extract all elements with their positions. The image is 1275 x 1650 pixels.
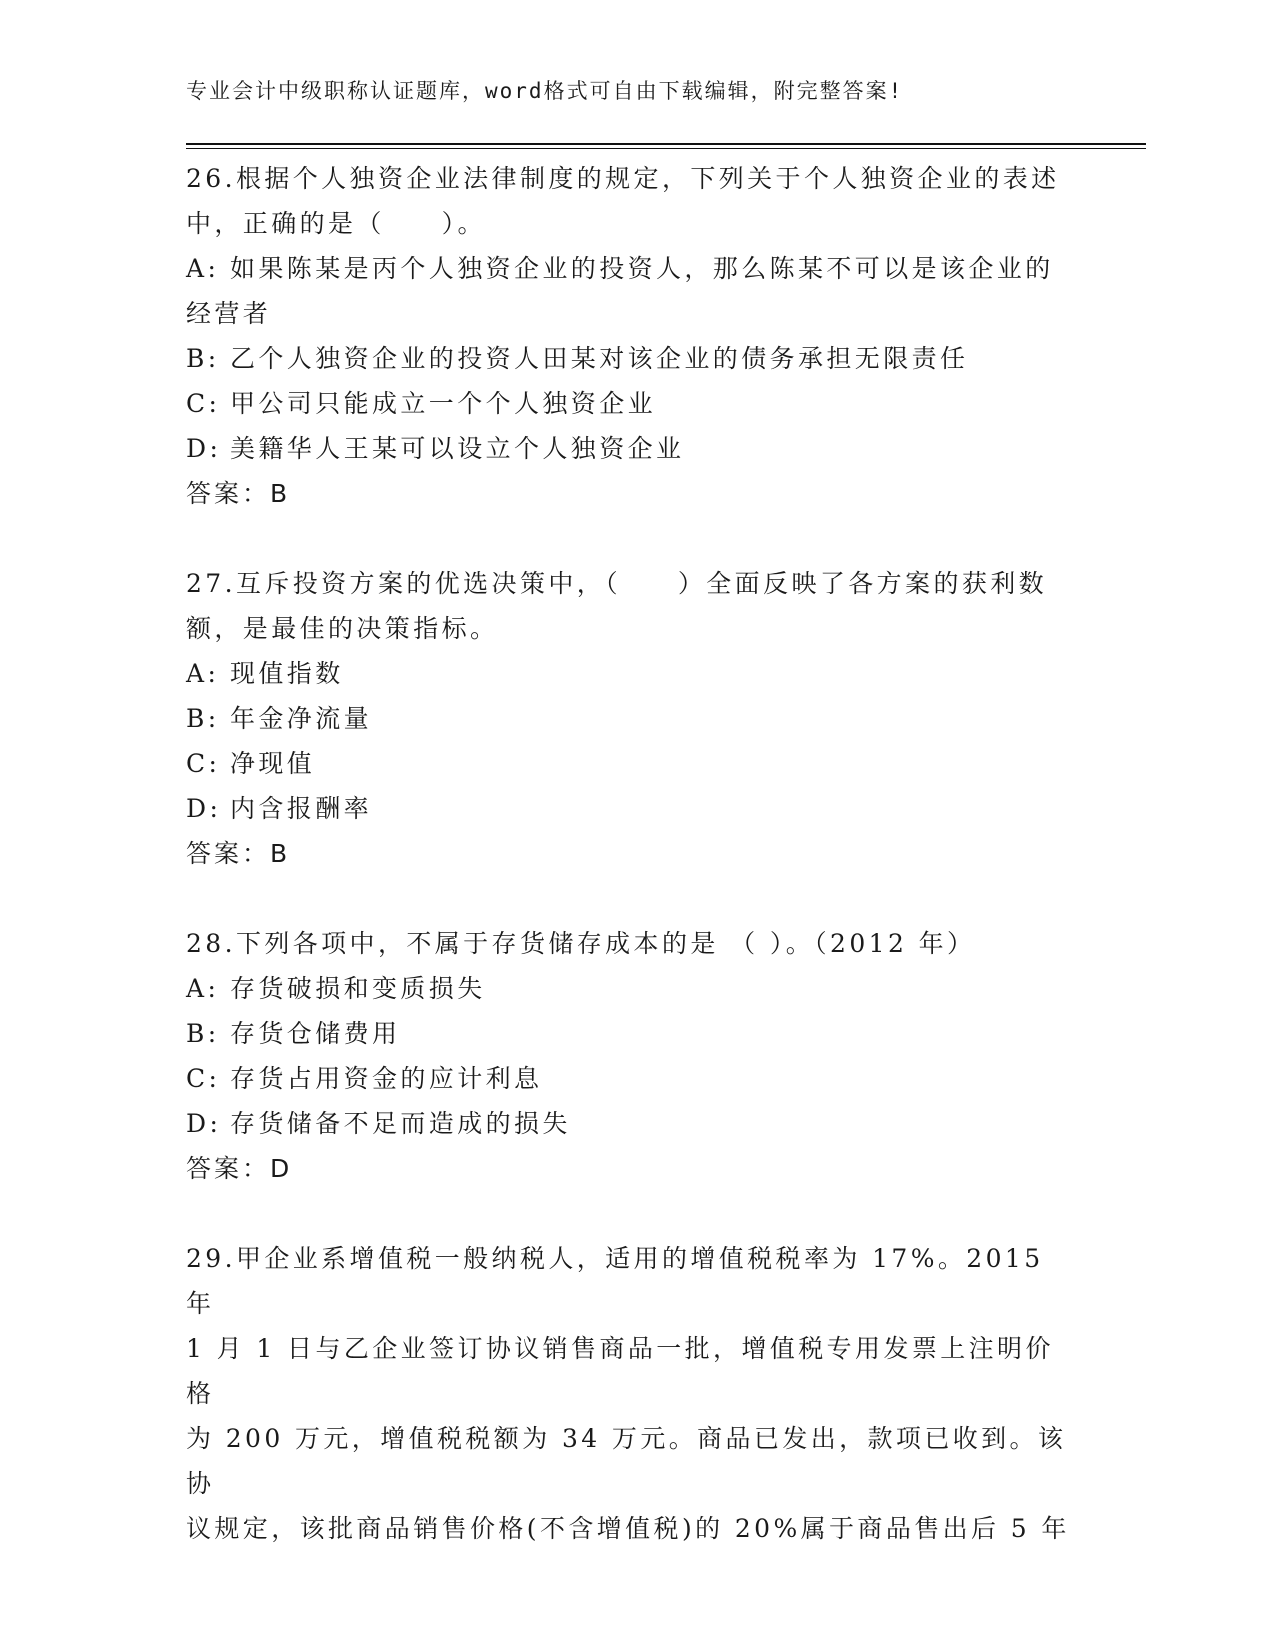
option-text-continued: 经营者 [186,299,272,328]
option-label: C: [186,389,221,418]
page-header: 专业会计中级职称认证题库，word格式可自由下载编辑，附完整答案! [186,79,904,103]
question-stem-line: 为 200 万元，增值税税额为 34 万元。商品已发出，款项已收到。该协 [186,1424,1067,1498]
answer-line: 答案：B [186,479,291,508]
question-stem-line: 28.下列各项中，不属于存货储存成本的是 （ ）。（2012 年） [186,929,976,958]
header-rule [186,143,1146,145]
option-a [186,651,1076,696]
option-a [186,246,1076,291]
option-text: 存货储备不足而造成的损失 [230,1109,571,1138]
option-b [186,336,1076,381]
option-label: D: [186,434,222,463]
option-label: B: [186,344,220,373]
option-text: 存货破损和变质损失 [230,974,486,1003]
question-stem-line: 26.根据个人独资企业法律制度的规定，下列关于个人独资企业的表述 [186,164,1060,193]
option-d [186,786,1076,831]
option-b [186,696,1076,741]
option-d [186,426,1076,471]
option-text: 如果陈某是丙个人独资企业的投资人，那么陈某不可以是该企业的 [230,254,1054,283]
question-28 [186,921,1076,1191]
option-label: B: [186,1019,220,1048]
option-text: 存货仓储费用 [230,1019,401,1048]
option-text: 净现值 [230,749,316,778]
option-label: A: [186,254,220,283]
question-stem-line: 29.甲企业系增值税一般纳税人，适用的增值税税率为 17%。2015 年 [186,1244,1044,1318]
question-stem-line: 27.互斥投资方案的优选决策中，（ ）全面反映了各方案的获利数 [186,569,1048,598]
question-27 [186,561,1076,876]
option-text: 内含报酬率 [230,794,373,823]
option-c [186,1056,1076,1101]
option-text: 存货占用资金的应计利息 [230,1064,543,1093]
answer-line: 答案：D [186,1154,293,1183]
option-c [186,741,1076,786]
option-text: 年金净流量 [230,704,373,733]
option-label: D: [186,1109,222,1138]
question-26 [186,156,1076,516]
answer-line: 答案：B [186,839,291,868]
question-stem-line: 议规定，该批商品销售价格(不含增值税)的 20%属于商品售出后 5 年 [186,1514,1070,1543]
question-29 [186,1236,1076,1551]
option-d [186,1101,1076,1146]
option-b [186,1011,1076,1056]
option-label: A: [186,974,220,1003]
option-a [186,966,1076,1011]
option-label: C: [186,749,221,778]
option-text: 美籍华人王某可以设立个人独资企业 [230,434,685,463]
option-label: D: [186,794,222,823]
option-text: 现值指数 [230,659,344,688]
option-c [186,381,1076,426]
option-label: A: [186,659,220,688]
option-label: C: [186,1064,221,1093]
question-list [186,156,1076,1596]
option-label: B: [186,704,220,733]
question-stem-line: 1 月 1 日与乙企业签订协议销售商品一批，增值税专用发票上注明价格 [186,1334,1054,1408]
option-text: 乙个人独资企业的投资人田某对该企业的债务承担无限责任 [230,344,969,373]
question-stem-line: 额，是最佳的决策指标。 [186,614,499,643]
question-stem-line: 中，正确的是（ ）。 [186,209,486,238]
option-text: 甲公司只能成立一个个人独资企业 [230,389,657,418]
